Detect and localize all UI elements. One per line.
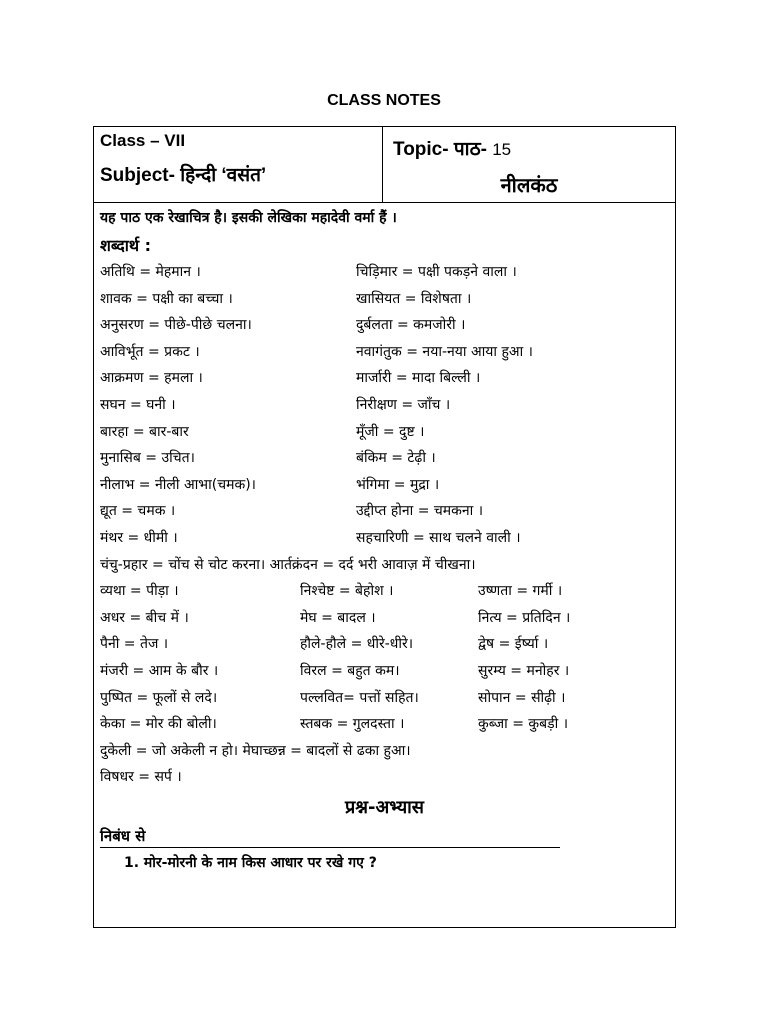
glossary-entry: व्यथा = पीड़ा । (100, 583, 179, 600)
intro-text: यह पाठ एक रेखाचित्र है। इसकी लेखिका महादेवी वर्मा हैं । (100, 210, 397, 226)
glossary-heading: शब्दार्थ : (100, 236, 152, 255)
topic-line (393, 135, 511, 161)
glossary-entry: मार्जारी = मादा बिल्ली । (356, 370, 481, 387)
glossary-entry: नित्य = प्रतिदिन । (478, 609, 571, 626)
glossary-row (100, 631, 669, 658)
glossary-entry: मुनासिब = उचित। (100, 450, 195, 467)
glossary-row (100, 286, 669, 313)
glossary-entry: पैनी = तेज । (100, 636, 169, 653)
glossary-entry: केका = मोर की बोली। (100, 716, 217, 733)
glossary-entry: अतिथि = मेहमान । (100, 264, 201, 280)
glossary-entry: मंजरी = आम के बौर । (100, 662, 219, 679)
topic-cell (383, 127, 675, 203)
glossary-row (100, 658, 669, 685)
class-subject-cell (94, 127, 383, 203)
glossary-entry: सहचारिणी = साथ चलने वाली । (356, 529, 521, 546)
glossary-entry: आक्रमण = हमला । (100, 370, 203, 387)
class-label: Class – VII (100, 131, 186, 150)
subject-label: Subject- हिन्दी ‘वसंत’ (100, 165, 267, 186)
topic-label: Topic- पाठ- (393, 139, 493, 160)
topic-number: 15 (492, 140, 512, 159)
glossary-entry: नवागंतुक = नया-नया आया हुआ । (356, 343, 533, 360)
glossary-entry: शावक = पक्षी का बच्चा । (100, 290, 233, 307)
glossary-entry: बारहा = बार-बार (100, 423, 189, 440)
glossary-entry: दुकेली = जो अकेली न हो। मेघाच्छन्न = बादलों से ढका हुआ। (100, 742, 411, 759)
glossary-row (100, 498, 669, 525)
glossary-row (100, 392, 669, 419)
glossary-entry: अधर = बीच में । (100, 609, 189, 626)
lesson-name: नीलकंठ (500, 173, 558, 197)
glossary-entry: पल्लवित= पत्तों सहित। (300, 689, 419, 706)
glossary-entry: भंगिमा = मुद्रा । (356, 476, 440, 493)
glossary-entry: सघन = घनी । (100, 396, 176, 413)
glossary-list (100, 259, 669, 791)
glossary-row (100, 605, 669, 632)
glossary-entry: सोपान = सीढ़ी । (478, 689, 566, 706)
glossary-entry: मंथर = धीमी । (100, 529, 178, 546)
glossary-entry: सुरम्य = मनोहर । (478, 662, 570, 679)
glossary-entry: खासियत = विशेषता । (356, 290, 472, 307)
glossary-entry: पुष्पित = फूलों से लदे। (100, 689, 218, 706)
glossary-entry: उद्दीप्त होना = चमकना । (356, 503, 484, 520)
section-heading: प्रश्न-अभ्यास (345, 796, 424, 818)
glossary-row (100, 445, 669, 472)
glossary-entry: नीलाभ = नीली आभा(चमक)। (100, 476, 256, 493)
glossary-entry: बंकिम = टेढ़ी । (356, 450, 436, 467)
glossary-row (100, 259, 669, 286)
glossary-row (100, 339, 669, 366)
glossary-entry: द्यूत = चमक । (100, 503, 176, 520)
glossary-entry: उष्णता = गर्मी । (478, 583, 563, 600)
glossary-entry: अनुसरण = पीछे-पीछे चलना। (100, 317, 252, 334)
glossary-row (100, 764, 669, 791)
glossary-entry: विरल = बहुत कम। (300, 662, 400, 679)
glossary-entry: चंचु-प्रहार = चोंच से चोट करना। आर्तक्रंदन = दर्द भरी आवाज़ में चीखना। (100, 556, 476, 573)
page-title: CLASS NOTES (327, 92, 441, 109)
question-item: 1. मोर-मोरनी के नाम किस आधार पर रखे गए ? (124, 854, 377, 871)
glossary-row (100, 312, 669, 339)
glossary-entry: दुर्बलता = कमजोरी । (356, 317, 466, 334)
subsection-heading: निबंध से (100, 825, 560, 848)
glossary-row (100, 419, 669, 446)
glossary-entry: मूँजी = दुष्ट । (356, 423, 425, 440)
glossary-entry: निश्चेष्ट = बेहोश । (300, 583, 394, 600)
glossary-entry: आविर्भूत = प्रकट । (100, 343, 200, 360)
glossary-row (100, 525, 669, 552)
glossary-row (100, 552, 669, 579)
glossary-entry: हौले-हौले = धीरे-धीरे। (300, 636, 414, 653)
notes-body (100, 207, 669, 876)
glossary-entry: द्वेष = ईर्ष्या । (478, 636, 549, 653)
glossary-row (100, 738, 669, 765)
glossary-row (100, 472, 669, 499)
glossary-entry: कुब्जा = कुबड़ी । (478, 716, 569, 733)
glossary-row (100, 365, 669, 392)
glossary-entry: स्तबक = गुलदस्ता । (300, 716, 405, 733)
glossary-row (100, 711, 669, 738)
glossary-entry: चिड़िमार = पक्षी पकड़ने वाला । (356, 264, 517, 280)
glossary-entry: विषधर = सर्प । (100, 769, 182, 786)
glossary-entry: मेघ = बादल । (300, 609, 376, 626)
notes-box (93, 126, 676, 928)
glossary-row (100, 578, 669, 605)
glossary-row (100, 685, 669, 712)
question-list (100, 848, 669, 876)
glossary-entry: निरीक्षण = जाँच । (356, 396, 451, 413)
